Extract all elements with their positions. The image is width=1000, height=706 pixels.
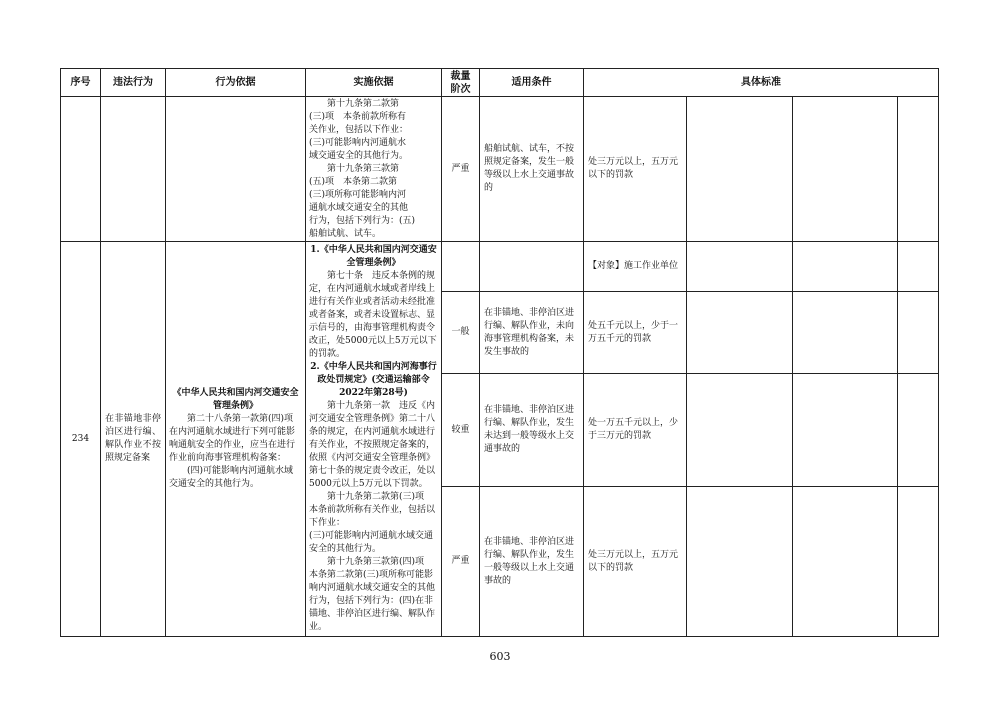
impl-heading: 2.《中华人民共和国内河海事行政处罚规定》(交通运输部令2022年第28号) <box>310 362 437 398</box>
std-cell: 处一万五千元以上，少于三万元的罚款 <box>584 374 687 487</box>
basis-body: 第二十八条第一款第(四)项 在内河通航水域进行下列可能影响通航安全的作业，应当在进行作业前向海事管理机构备案： <box>169 414 303 463</box>
level-cell: 严重 <box>442 97 480 242</box>
std-cell: 处三万元以上，五万元以下的罚款 <box>584 97 687 242</box>
cond-cell <box>480 242 584 292</box>
impl-paragraph: 第十九条第三款第(四)项 本条第二款第(三)项所称可能影响内河通航水域交通安全的其他行为，包括下列行为：(四)在非锚地、非停泊区进行编、解队作业。 <box>309 557 436 632</box>
basis-cell <box>166 242 306 637</box>
cond-cell: 在非锚地、非停泊区进行编、解队作业，发生一般等级以上水上交通事故的 <box>480 487 584 637</box>
std-cell: 处五千元以上，少于一万五千元的罚款 <box>584 292 687 374</box>
impl-line: 船舶试航、试车。 <box>309 229 382 239</box>
header-row <box>61 69 939 97</box>
impl-line: 域交通安全的其他行为。 <box>309 151 409 161</box>
basis-item: (四)可能影响内河通航水域交通安全的其他行为。 <box>169 466 294 489</box>
std-blank-cell <box>898 292 939 374</box>
header-basis: 行为依据 <box>166 69 306 97</box>
impl-paragraph: 第七十条 违反本条例的规定，在内河通航水域或者岸线上进行有关作业或者活动未经批准或者备案，或者未设置标志、显示信号的，由海事管理机构责令改正，处5000元以上5万元以下的罚款。 <box>309 271 437 359</box>
std-blank-cell <box>687 487 793 637</box>
impl-line: 第十九条第二款第 <box>327 99 400 109</box>
impl-line: (三)项所称可能影响内河 <box>309 190 407 200</box>
seq-cell: 234 <box>61 242 101 637</box>
impl-line: 关作业，包括以下作业： <box>309 125 409 135</box>
level-cell: 一般 <box>442 292 480 374</box>
std-blank-cell <box>898 487 939 637</box>
std-blank-cell <box>687 374 793 487</box>
violation-cell <box>101 97 166 242</box>
std-cell: 处三万元以上，五万元以下的罚款 <box>584 487 687 637</box>
object-cell: 【对象】施工作业单位 <box>584 242 687 292</box>
header-violation: 违法行为 <box>101 69 166 97</box>
cond-cell: 在非锚地、非停泊区进行编、解队作业，未向海事管理机构备案，未发生事故的 <box>480 292 584 374</box>
header-level: 裁量阶次 <box>442 69 480 97</box>
seq-cell <box>61 97 101 242</box>
cond-cell: 在非锚地、非停泊区进行编、解队作业，发生未达到一般等级水上交通事故的 <box>480 374 584 487</box>
impl-cell <box>306 242 442 637</box>
std-blank-cell <box>898 374 939 487</box>
table-row <box>61 242 939 292</box>
header-cond: 适用条件 <box>480 69 584 97</box>
impl-line: (三)可能影响内河通航水 <box>309 138 407 148</box>
impl-paragraph: 第十九条第一款 违反《内河交通安全管理条例》第二十八条的规定，在内河通航水域进行有关作业，不按照规定备案的，依照《内河交通安全管理条例》第七十条的规定责令改正，处以5000元以上5万元以下罚款。 <box>309 401 436 489</box>
header-seq: 序号 <box>61 69 101 97</box>
std-blank-cell <box>793 292 898 374</box>
std-blank-cell <box>793 374 898 487</box>
std-blank-cell <box>793 97 898 242</box>
impl-paragraph: 第十九条第二款第(三)项 本条前款所称有关作业，包括以下作业： <box>309 492 436 528</box>
impl-line: (三)项 本条前款所称有 <box>309 112 407 122</box>
impl-cell <box>306 97 442 242</box>
level-cell: 较重 <box>442 374 480 487</box>
std-blank-cell <box>898 97 939 242</box>
cond-cell: 船舶试航、试车，不按照规定备案，发生一般等级以上水上交通事故的 <box>480 97 584 242</box>
std-blank-cell <box>687 242 793 292</box>
impl-line: 第十九条第三款第 <box>327 164 400 174</box>
std-blank-cell <box>793 487 898 637</box>
impl-heading: 1.《中华人民共和国内河交通安全管理条例》 <box>310 245 437 268</box>
penalty-table <box>60 68 939 637</box>
std-blank-cell <box>687 97 793 242</box>
std-blank-cell <box>793 242 898 292</box>
impl-line: 行为，包括下列行为：(五) <box>309 216 416 226</box>
level-cell <box>442 242 480 292</box>
basis-title: 《中华人民共和国内河交通安全管理条例》 <box>172 388 299 411</box>
std-blank-cell <box>898 242 939 292</box>
table-row <box>61 97 939 242</box>
impl-line: 通航水域交通安全的其他 <box>309 203 409 213</box>
std-blank-cell <box>687 292 793 374</box>
violation-cell: 在非锚地非停泊区进行编、解队作业不按照规定备案 <box>101 242 166 637</box>
basis-cell <box>166 97 306 242</box>
header-impl: 实施依据 <box>306 69 442 97</box>
level-cell: 严重 <box>442 487 480 637</box>
header-std: 具体标准 <box>584 69 939 97</box>
impl-line: (五)项 本条第二款第 <box>309 177 398 187</box>
page-number: 603 <box>489 650 511 663</box>
impl-paragraph: (三)可能影响内河通航水域交通安全的其他行为。 <box>309 531 434 554</box>
